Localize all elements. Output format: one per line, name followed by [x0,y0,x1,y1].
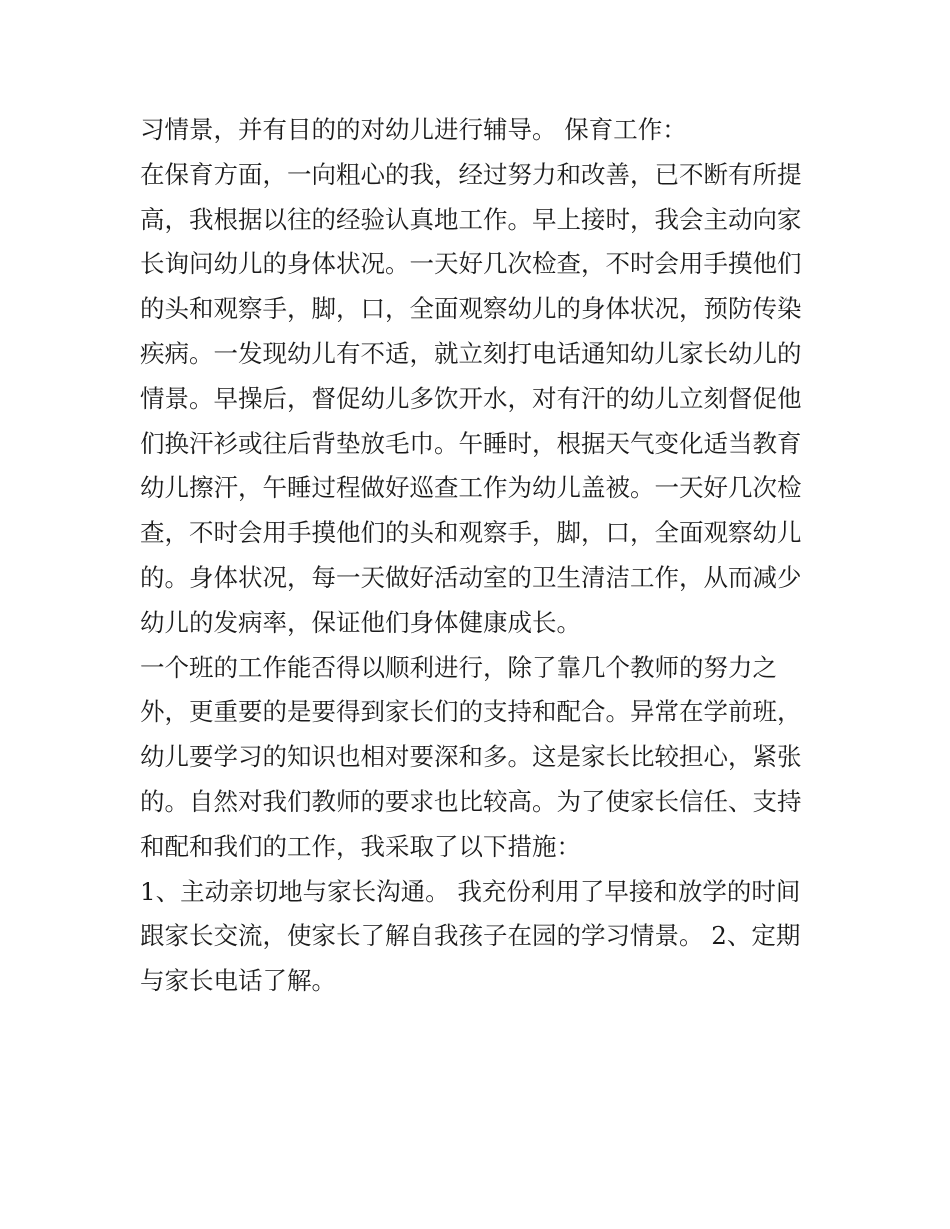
text-line: 高，我根据以往的经验认真地工作。早上接时，我会主动向家 [140,204,802,234]
text-line: 外，更重要的是要得到家长们的支持和配合。异常在学前班， [140,697,802,727]
text-line: 查，不时会用手摸他们的头和观察手，脚，口，全面观察幼儿 [140,518,802,548]
text-line: 情景。早操后，督促幼儿多饮开水，对有汗的幼儿立刻督促他 [140,383,802,413]
text-line: 们换汗衫或往后背垫放毛巾。午睡时，根据天气变化适当教育 [140,428,802,458]
text-line: 跟家长交流，使家长了解自我孩子在园的学习情景。 2、定期 [140,921,801,951]
text-line: 长询问幼儿的身体状况。一天好几次检查，不时会用手摸他们 [140,249,802,279]
text-line: 幼儿擦汗，午睡过程做好巡查工作为幼儿盖被。一天好几次检 [140,473,802,503]
document-body [140,108,815,1004]
text-line: 与家长电话了解。 [140,966,336,996]
text-line: 的。身体状况，每一天做好活动室的卫生清洁工作，从而减少 [140,562,802,592]
text-line: 习情景，并有目的的对幼儿进行辅导。 保育工作： [140,115,687,144]
text-line: 的头和观察手，脚，口，全面观察幼儿的身体状况，预防传染 [140,294,802,324]
text-line: 1、主动亲切地与家长沟通。 我充份利用了早接和放学的时间 [140,876,801,906]
text-line: 的。自然对我们教师的要求也比较高。为了使家长信任、支持 [140,786,802,816]
text-line: 一个班的工作能否得以顺利进行，除了靠几个教师的努力之 [140,652,777,682]
text-line: 在保育方面，一向粗心的我，经过努力和改善，已不断有所提 [140,159,802,189]
text-line: 幼儿要学习的知识也相对要深和多。这是家长比较担心，紧张 [140,742,802,772]
text-line: 疾病。一发现幼儿有不适，就立刻打电话通知幼儿家长幼儿的 [140,338,802,368]
text-line: 和配和我们的工作，我采取了以下措施： [140,831,581,861]
text-line: 幼儿的发病率，保证他们身体健康成长。 [140,607,581,637]
